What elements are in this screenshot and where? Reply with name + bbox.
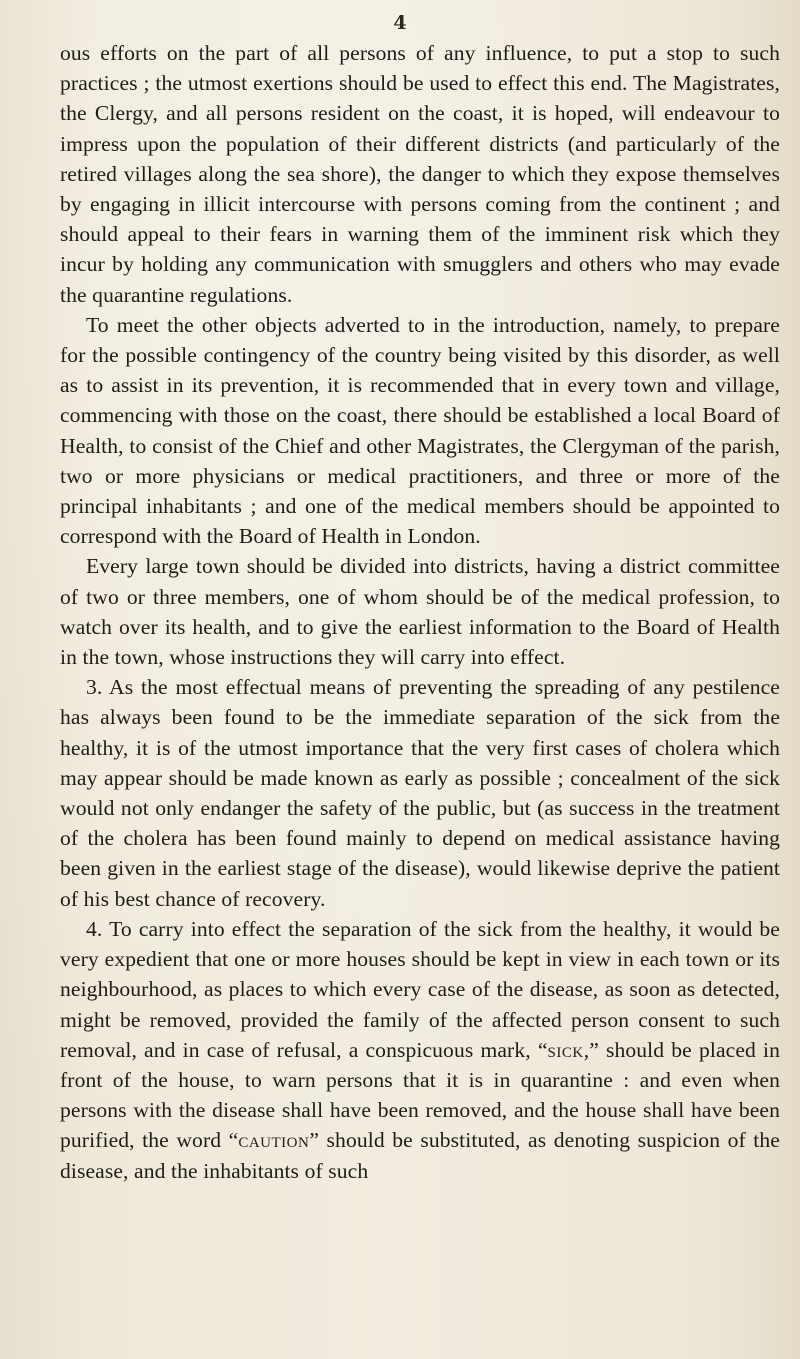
paragraph-3-separation: 3. As the most effectual means of preventing the spreading of any pestilence has always been found to be the immediate separation of the sick from the healthy, it is of the utmost importance that the very first cases of cholera which may appear should be made known as early as possible ; concealment of the sick would not only endanger the safety of the public, but (as success in the treatment of the cholera has been found mainly to depend on medical assistance having been given in the earliest stage of the disease), would likewise deprive the patient of his best chance of recovery. bbox=[60, 675, 780, 911]
paragraph-continued: ous efforts on the part of all persons of any influence, to put a stop to such practices ; the utmost exertions should be used to effect this end. The Magistrates, the Clergy, and all persons resident on the coast, it is hoped, will endeavour to impress upon the population of their different districts (and particularly of the retired villages along the sea shore), the danger to which they expose themselves by engaging in illicit intercourse with persons coming from the continent ; and should appeal to their fears in warning them of the imminent risk which they incur by holding any communication with smugglers and others who may evade the quarantine regulations. bbox=[60, 41, 780, 307]
paragraph-4-part-1: 4. To carry into effect the separation of the sick from the healthy, it would be very expedient that one or more houses should be kept in view in each town or its neighbourhood, as places to which every case of the disease, as soon as detected, might be removed, provided the family of the affected person consent to such removal, and in case of refusal, a conspicuous mark, “ bbox=[60, 916, 780, 1062]
word-caution: caution bbox=[238, 1128, 310, 1153]
paragraph-local-boards: To meet the other objects adverted to in the introduction, namely, to prepare for the possible contingency of the country being visited by this disorder, as well as to assist in its prevention, it is recommended that in every town and village, commencing with those on the coast, there should be established a local Board of Health, to consist of the Chief and other Magistrates, the Clergyman of the parish, two or more physicians or medical practitioners, and three or more of the principal inhabitants ; and one of the medical members should be appointed to correspond with the Board of Health in London. bbox=[60, 312, 780, 549]
paragraph-4-houses bbox=[60, 914, 780, 1186]
paragraph-4-part-2: ,” should be placed in front of the house, to warn persons that it is in quarantine : and even when persons with the disease shall have been removed, and the house shall have been purified, the word “ bbox=[60, 1037, 781, 1153]
body-text bbox=[60, 38, 780, 1186]
paragraph-district-committees: Every large town should be divided into districts, having a district committee of two or three members, one of whom should be of the medical profession, to watch over its health, and to give the earliest information to the Board of Health in the town, whose instructions they will carry into effect. bbox=[60, 554, 780, 670]
paragraph-4-part-3: ” should be substituted, as denoting suspicion of the disease, and the inhabitants of such bbox=[60, 1128, 780, 1183]
page-number: 4 bbox=[393, 12, 407, 34]
word-sick: sick bbox=[547, 1037, 584, 1062]
